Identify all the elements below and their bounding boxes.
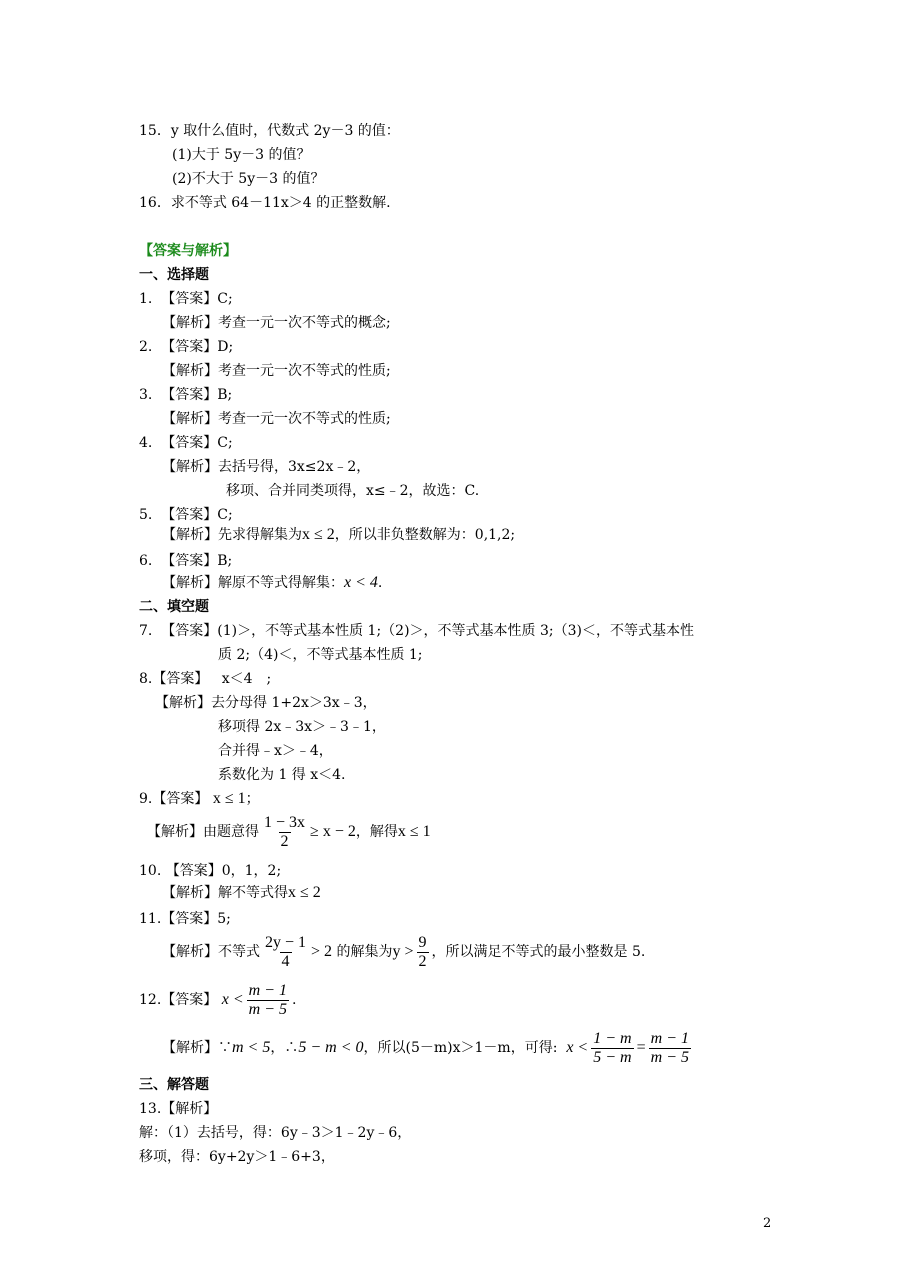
fraction-1-m-over-5-m: $\frac{1 - m}{5 - m}$ bbox=[593, 1029, 632, 1066]
math-x-le-1: x ≤ 1 bbox=[212, 790, 246, 807]
answer-4: 4. 【答案】C; bbox=[139, 435, 233, 451]
q15-line bbox=[139, 122, 400, 140]
q15-number: 15． bbox=[139, 123, 171, 139]
q15-part-a: (1)大于 5y－3 的值？ bbox=[172, 147, 311, 163]
fraction-2y-1-over-4: $\frac{2y - 1}{4}$ bbox=[265, 933, 307, 970]
q16-text: 求不等式 64－11x＞4 的正整数解. bbox=[170, 195, 391, 211]
answer-8: 8.【答案】 x＜4 ; bbox=[139, 671, 272, 687]
analysis-10: 【解析】解不等式得x ≤ 2 bbox=[162, 884, 321, 901]
answer-6: 6. 【答案】B; bbox=[139, 553, 233, 569]
analysis-8-line4: 系数化为 1 得 x＜4. bbox=[218, 767, 346, 783]
answer-13-line1: 解：（1）去括号，得：6y﹣3＞1﹣2y﹣6， bbox=[139, 1125, 412, 1141]
q15-part-b: (2)不大于 5y－3 的值？ bbox=[172, 171, 325, 187]
analysis-9: 【解析】由题意得 $\frac{1 - 3x}{2}$ ≥ x − 2，解得x ≤ 1 bbox=[147, 813, 431, 850]
fraction-m-1-over-m-5: $\frac{m - 1}{m - 5}$ bbox=[248, 981, 287, 1018]
analysis-2: 【解析】考查一元一次不等式的性质; bbox=[162, 363, 391, 379]
analysis-3: 【解析】考查一元一次不等式的性质; bbox=[162, 411, 391, 427]
analysis-5: 【解析】先求得解集为x ≤ 2，所以非负整数解为：0,1,2; bbox=[162, 526, 516, 543]
section-fill-heading: 二、填空题 bbox=[139, 599, 209, 615]
analysis-4-line2: 移项、合并同类项得，x≤﹣2，故选：C. bbox=[226, 483, 480, 499]
answer-7: 7. 【答案】(1)＞，不等式基本性质 1;（2)＞，不等式基本性质 3;（3)＜，不等式基本性 bbox=[139, 623, 694, 639]
page-number: 2 bbox=[763, 1216, 772, 1231]
fraction-1-3x-over-2: $\frac{1 - 3x}{2}$ bbox=[264, 813, 306, 850]
section-solve-heading: 三、解答题 bbox=[139, 1077, 209, 1093]
answer-13-head: 13.【解析】 bbox=[139, 1101, 218, 1117]
answer-3: 3. 【答案】B; bbox=[139, 387, 233, 403]
answer-9: 9.【答案】 x ≤ 1； bbox=[139, 790, 260, 807]
analysis-4: 【解析】去括号得，3x≤2x﹣2， bbox=[162, 459, 371, 475]
answer-12: 12.【答案】 x < $\frac{m - 1}{m - 5}$ . bbox=[139, 981, 297, 1018]
fraction-9-over-2: $\frac{9}{2}$ bbox=[418, 933, 427, 970]
analysis-11: 【解析】不等式 $\frac{2y - 1}{4}$ > 2 的解集为y > $\frac{9}{2}$ ，所以满足不等式的最小整数是 5. bbox=[162, 933, 646, 970]
analysis-8: 【解析】去分母得 1+2x＞3x﹣3， bbox=[155, 695, 377, 711]
answer-7-line2: 质 2;（4)＜，不等式基本性质 1; bbox=[218, 647, 423, 663]
answer-2: 2. 【答案】D; bbox=[139, 339, 234, 355]
analysis-8-line2: 移项得 2x﹣3x＞﹣3﹣1， bbox=[218, 719, 386, 735]
q15-text: y 取什么值时，代数式 2y－3 的值： bbox=[170, 123, 400, 139]
math-x-lt-4: x < 4 bbox=[344, 574, 378, 591]
answer-1: 1. 【答案】C; bbox=[139, 291, 233, 307]
analysis-12: 【解析】∵m < 5，∴5 − m < 0，所以(5－m)x＞1－m，可得: x < $\frac{1 - m}{5 - m}$ = $\frac{m - 1}{m - 5}$ bbox=[162, 1029, 689, 1066]
answers-heading: 【答案与解析】 bbox=[139, 243, 237, 259]
answer-11: 11.【答案】5; bbox=[139, 911, 231, 927]
fraction-m-1-over-m-5-b: $\frac{m - 1}{m - 5}$ bbox=[650, 1029, 689, 1066]
answer-5: 5. 【答案】C; bbox=[139, 507, 233, 523]
analysis-8-line3: 合并得﹣x＞﹣4， bbox=[218, 743, 333, 759]
analysis-1: 【解析】考查一元一次不等式的概念; bbox=[162, 315, 391, 331]
math-x-le-2: x ≤ 2 bbox=[302, 526, 335, 543]
math-x-le-2: x ≤ 2 bbox=[288, 884, 321, 901]
answer-13-line2: 移项，得：6y+2y＞1﹣6+3， bbox=[139, 1149, 335, 1165]
section-choice-heading: 一、选择题 bbox=[139, 267, 209, 283]
q16-number: 16． bbox=[139, 195, 171, 211]
q16-line bbox=[139, 194, 391, 212]
answer-10: 10. 【答案】0，1，2; bbox=[139, 863, 282, 879]
analysis-6: 【解析】解原不等式得解集：x < 4. bbox=[162, 574, 383, 591]
